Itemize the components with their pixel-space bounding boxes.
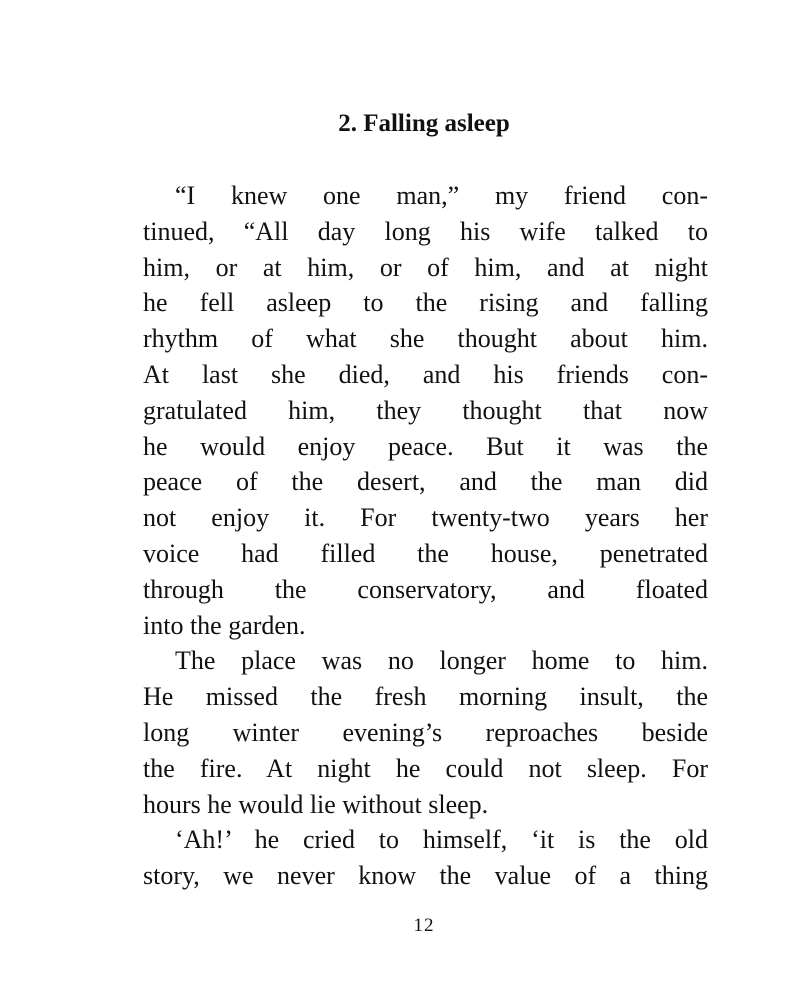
text-line: He missed the fresh morning insult, the [143, 682, 708, 712]
text-line: the fire. At night he could not sleep. For [143, 753, 708, 783]
text-line: into the garden. [143, 610, 306, 640]
text-line: At last she died, and his friends con- [143, 359, 708, 389]
text-line: long winter evening’s reproaches beside [143, 717, 708, 747]
text-line: gratulated him, they thought that now [143, 395, 708, 425]
body-text [143, 178, 708, 894]
text-line: he would enjoy peace. But it was the [143, 431, 708, 461]
text-line: not enjoy it. For twenty-two years her [143, 503, 708, 533]
text-line: hours he would lie without sleep. [143, 789, 489, 819]
text-line: voice had filled the house, penetrated [143, 538, 708, 568]
chapter-title: 2. Falling asleep [338, 110, 510, 137]
text-line: The place was no longer home to him. [175, 646, 708, 676]
text-line: tinued, “All day long his wife talked to [143, 216, 708, 246]
page-number: 12 [413, 915, 435, 936]
text-line: through the conservatory, and floated [143, 574, 708, 604]
text-line: he fell asleep to the rising and falling [143, 288, 708, 318]
text-line: ‘Ah!’ he cried to himself, ‘it is the old [175, 825, 708, 855]
text-line: “I knew one man,” my friend con- [175, 181, 708, 210]
text-line: story, we never know the value of a thing [143, 861, 708, 891]
text-line: rhythm of what she thought about him. [143, 324, 708, 354]
text-line: him, or at him, or of him, and at night [143, 252, 708, 282]
text-line: peace of the desert, and the man did [143, 467, 708, 497]
